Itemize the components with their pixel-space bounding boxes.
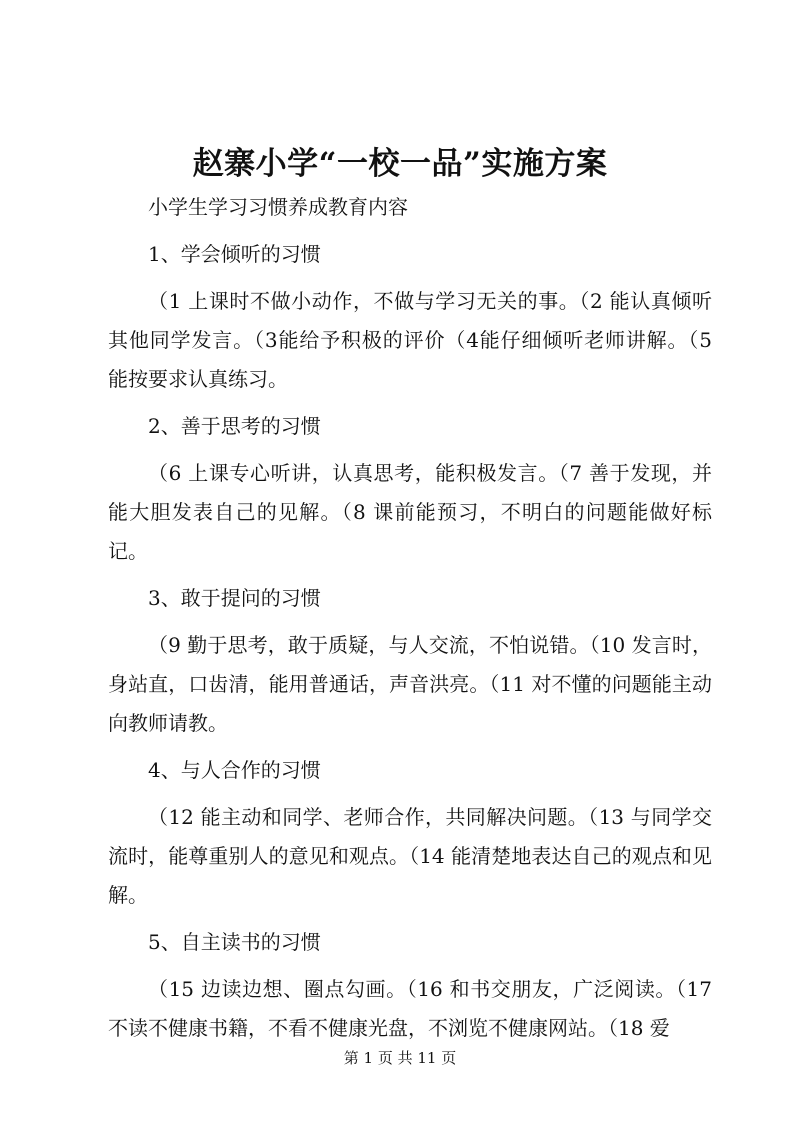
section-paragraph: （6 上课专心听讲，认真思考，能积极发言。（7 善于发现，并能大胆发表自己的见解。（8 课前能预习，不明白的问题能做好标记。 — [108, 461, 712, 563]
section-3 — [108, 579, 712, 743]
section-paragraph: （9 勤于思考，敢于质疑，与人交流，不怕说错。（10 发言时，身站直，口齿清，能用普通话，声音洪亮。（11 对不懂的问题能主动向教师请教。 — [108, 633, 712, 735]
section-2 — [108, 407, 712, 571]
page-footer: 第 1 页 共 11 页 — [343, 1049, 457, 1067]
section-paragraph: （12 能主动和同学、老师合作，共同解决问题。（13 与同学交流时，能尊重别人的意见和观点。（14 能清楚地表达自己的观点和见解。 — [108, 805, 712, 907]
section-heading: 4、与人合作的习惯 — [148, 758, 321, 782]
section-heading: 5、自主读书的习惯 — [148, 930, 321, 954]
section-5 — [108, 923, 712, 1048]
section-heading: 2、善于思考的习惯 — [148, 414, 321, 438]
document-title: 赵寨小学“一校一品”实施方案 — [192, 146, 608, 182]
document-body — [108, 188, 712, 1056]
intro-line: 小学生学习习惯养成教育内容 — [148, 195, 408, 219]
section-heading: 3、敢于提问的习惯 — [148, 586, 321, 610]
section-1 — [108, 235, 712, 399]
section-4 — [108, 751, 712, 915]
section-paragraph: （1 上课时不做小动作，不做与学习无关的事。（2 能认真倾听其他同学发言。（3能给予积极的评价（4能仔细倾听老师讲解。（5 能按要求认真练习。 — [108, 289, 712, 391]
section-heading: 1、学会倾听的习惯 — [148, 242, 321, 266]
section-paragraph: （15 边读边想、圈点勾画。（16 和书交朋友，广泛阅读。（17 不读不健康书籍，不看不健康光盘，不浏览不健康网站。（18 爱 — [108, 977, 712, 1040]
